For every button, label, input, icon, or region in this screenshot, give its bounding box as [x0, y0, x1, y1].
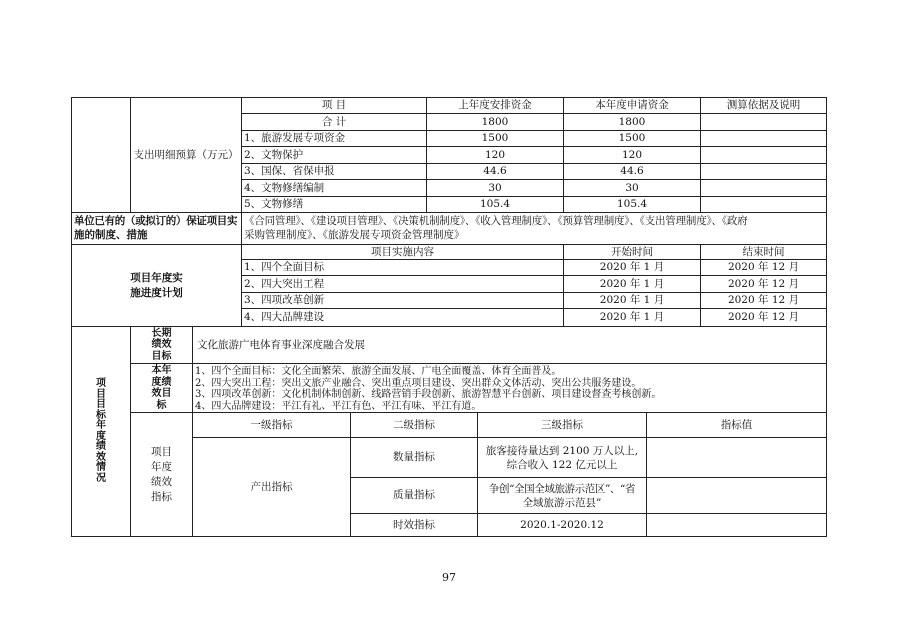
long-term-label-line: 长期: [151, 327, 172, 339]
budget-row-note: [701, 147, 826, 163]
indicators-label-line: 绩效: [151, 475, 172, 488]
schedule-row-end: 2020 年 12 月: [727, 277, 800, 290]
schedule-row-content: 3、四项改革创新: [244, 294, 325, 306]
schedule-label-line2: 施进度计划: [130, 286, 183, 299]
budget-row-note: [701, 164, 826, 179]
budget-total-curr: 1800: [618, 115, 646, 128]
annual-goal-label: [131, 364, 192, 412]
annual-goal-label-line: 本年: [151, 365, 172, 376]
indicators-header-level2: 二级指标: [393, 418, 435, 431]
budget-row-prev: 1500: [481, 132, 509, 144]
budget-row-prev: 120: [484, 148, 506, 161]
system-label-line2: 施的制度、措施: [74, 229, 148, 241]
budget-row-curr: 120: [621, 148, 643, 161]
schedule-row-content: 4、四大品牌建设: [244, 311, 325, 323]
schedule-row-content: 2、四大突出工程: [244, 277, 325, 290]
indicators-label: [131, 413, 192, 536]
goals-section-char: 度: [96, 430, 106, 442]
indicator-level2: 数量指标: [393, 451, 435, 463]
budget-row-curr: 1500: [618, 132, 646, 144]
goals-section-char: 效: [96, 451, 106, 463]
budget-row-item: 4、文物修缮编制: [244, 181, 325, 194]
budget-row-item: 3、国保、省保申报: [244, 165, 335, 177]
annual-goal-line: 1、四个全面目标：文化全面繁荣、旅游全面发展、广电全面覆盖、体育全面普及。: [195, 366, 562, 377]
budget-row-item: 2、文物保护: [244, 148, 304, 161]
budget-row-label: 支出明细预算（万元）: [133, 148, 239, 161]
long-term-label: [131, 327, 192, 363]
budget-row-prev: 44.6: [483, 165, 507, 177]
indicator-value: [647, 514, 826, 536]
budget-header-note: 测算依据及说明: [726, 99, 801, 111]
budget-total-note: [701, 114, 826, 130]
indicators-label-line: 年度: [151, 460, 172, 473]
indicators-header-level3: 三级指标: [541, 418, 583, 431]
annual-goal-label-line: 度绩: [151, 376, 172, 388]
budget-row-curr: 105.4: [616, 198, 648, 210]
long-term-label-line: 绩效: [151, 339, 172, 351]
page-number: 97: [442, 571, 456, 584]
indicator-level3-line: 争创“全国全域旅游示范区”、“省: [488, 482, 636, 495]
schedule-row-start: 2020 年 1 月: [599, 261, 665, 273]
system-label-line1: 单位已有的（或拟订的）保证项目实: [74, 215, 238, 227]
annual-goal-text: [193, 364, 826, 412]
long-term-label-line: 目标: [151, 350, 172, 362]
goals-section-char: 项: [96, 378, 106, 389]
budget-row-note: [701, 180, 826, 196]
schedule-row-end: 2020 年 12 月: [727, 294, 800, 306]
schedule-header-start: 开始时间: [611, 245, 653, 258]
budget-row-note: [701, 197, 826, 212]
schedule-row-start: 2020 年 1 月: [599, 277, 665, 290]
budget-row-note: [701, 131, 826, 146]
goals-section-char: 绩: [96, 441, 106, 452]
indicator-value: [647, 478, 826, 513]
goals-section-char: 目: [96, 388, 106, 400]
goals-section-char: 况: [96, 472, 106, 484]
system-text-line1: 《合同管理》、《建设项目管理》、《决策机制制度》、《收入管理制度》、《预算管理制度》、《支出管理制度》、《政府: [244, 215, 748, 227]
indicator-value: [647, 438, 826, 477]
indicator-level3-line: 全域旅游示范县”: [522, 496, 602, 509]
annual-goal-line: 3、四项改革创新：文化机制体制创新、线路营销手段创新、旅游智慧平台创新、项目建设督查考核创新。: [195, 389, 662, 400]
schedule-header-end: 结束时间: [742, 245, 785, 258]
schedule-header-content: 项目实施内容: [371, 245, 434, 258]
goals-section-label: [72, 327, 130, 536]
budget-row-curr: 44.6: [620, 165, 644, 177]
indicator-level3: 2020.1-2020.12: [520, 518, 604, 531]
indicators-label-line: 项目: [151, 445, 172, 458]
schedule-label: [72, 245, 241, 326]
indicator-level3: [478, 438, 646, 477]
goals-section-char: 情: [96, 462, 106, 473]
indicator-level2: 时效指标: [393, 518, 435, 531]
budget-row-prev: 105.4: [479, 198, 511, 210]
budget-total-prev: 1800: [481, 115, 509, 128]
annual-goal-label-line: 效目: [151, 388, 172, 399]
goals-section-char: 标: [96, 409, 106, 421]
schedule-row-end: 2020 年 12 月: [727, 261, 800, 273]
annual-goal-line: 4、四大品牌建设：平江有礼、平江有色、平江有味、平江有道。: [195, 400, 482, 412]
budget-total-label: 合 计: [321, 115, 347, 128]
budget-row-item: 1、旅游发展专项资金: [244, 132, 346, 144]
goals-section-char: 目: [96, 399, 106, 410]
schedule-row-content: 1、四个全面目标: [244, 261, 325, 273]
budget-row-item: 5、文物修缮: [244, 198, 304, 210]
budget-header-prev: 上年度安排资金: [458, 99, 532, 111]
budget-row-curr: 30: [625, 181, 639, 194]
schedule-row-start: 2020 年 1 月: [599, 294, 665, 306]
indicators-header-value: 指标值: [720, 418, 753, 431]
indicator-level3-line: 旅客接待量达到 2100 万人以上,: [485, 444, 639, 457]
indicators-label-line: 指标: [151, 490, 172, 503]
schedule-row-end: 2020 年 12 月: [727, 311, 800, 323]
system-label: [72, 213, 241, 244]
budget-header-item: 项 目: [321, 99, 347, 111]
budget-header-curr: 本年度申请资金: [595, 99, 669, 111]
budget-row-prev: 30: [488, 181, 502, 194]
schedule-label-line1: 项目年度实: [130, 271, 183, 284]
schedule-row-start: 2020 年 1 月: [599, 311, 665, 323]
annual-goal-label-line: 标: [156, 399, 167, 411]
indicators-header-level1: 一级指标: [250, 418, 293, 431]
system-text: [242, 213, 826, 244]
indicator-level2: 质量指标: [393, 489, 435, 501]
annual-goal-line: 2、四大突出工程：突出文旅产业融合、突出重点项目建设、突出群众文体活动、突出公共服务建设。: [195, 377, 642, 389]
indicators-level1-output: 产出指标: [250, 480, 293, 493]
system-text-line2: 采购管理制度》、《旅游发展专项资金管理制度》: [244, 229, 465, 241]
indicator-level3-line: 综合收入 122 亿元以上: [506, 458, 618, 471]
goals-section-char: 年: [96, 420, 106, 431]
long-term-goal-text: 文化旅游广电体育事业深度融合发展: [197, 338, 365, 351]
indicator-level3: [478, 478, 646, 513]
